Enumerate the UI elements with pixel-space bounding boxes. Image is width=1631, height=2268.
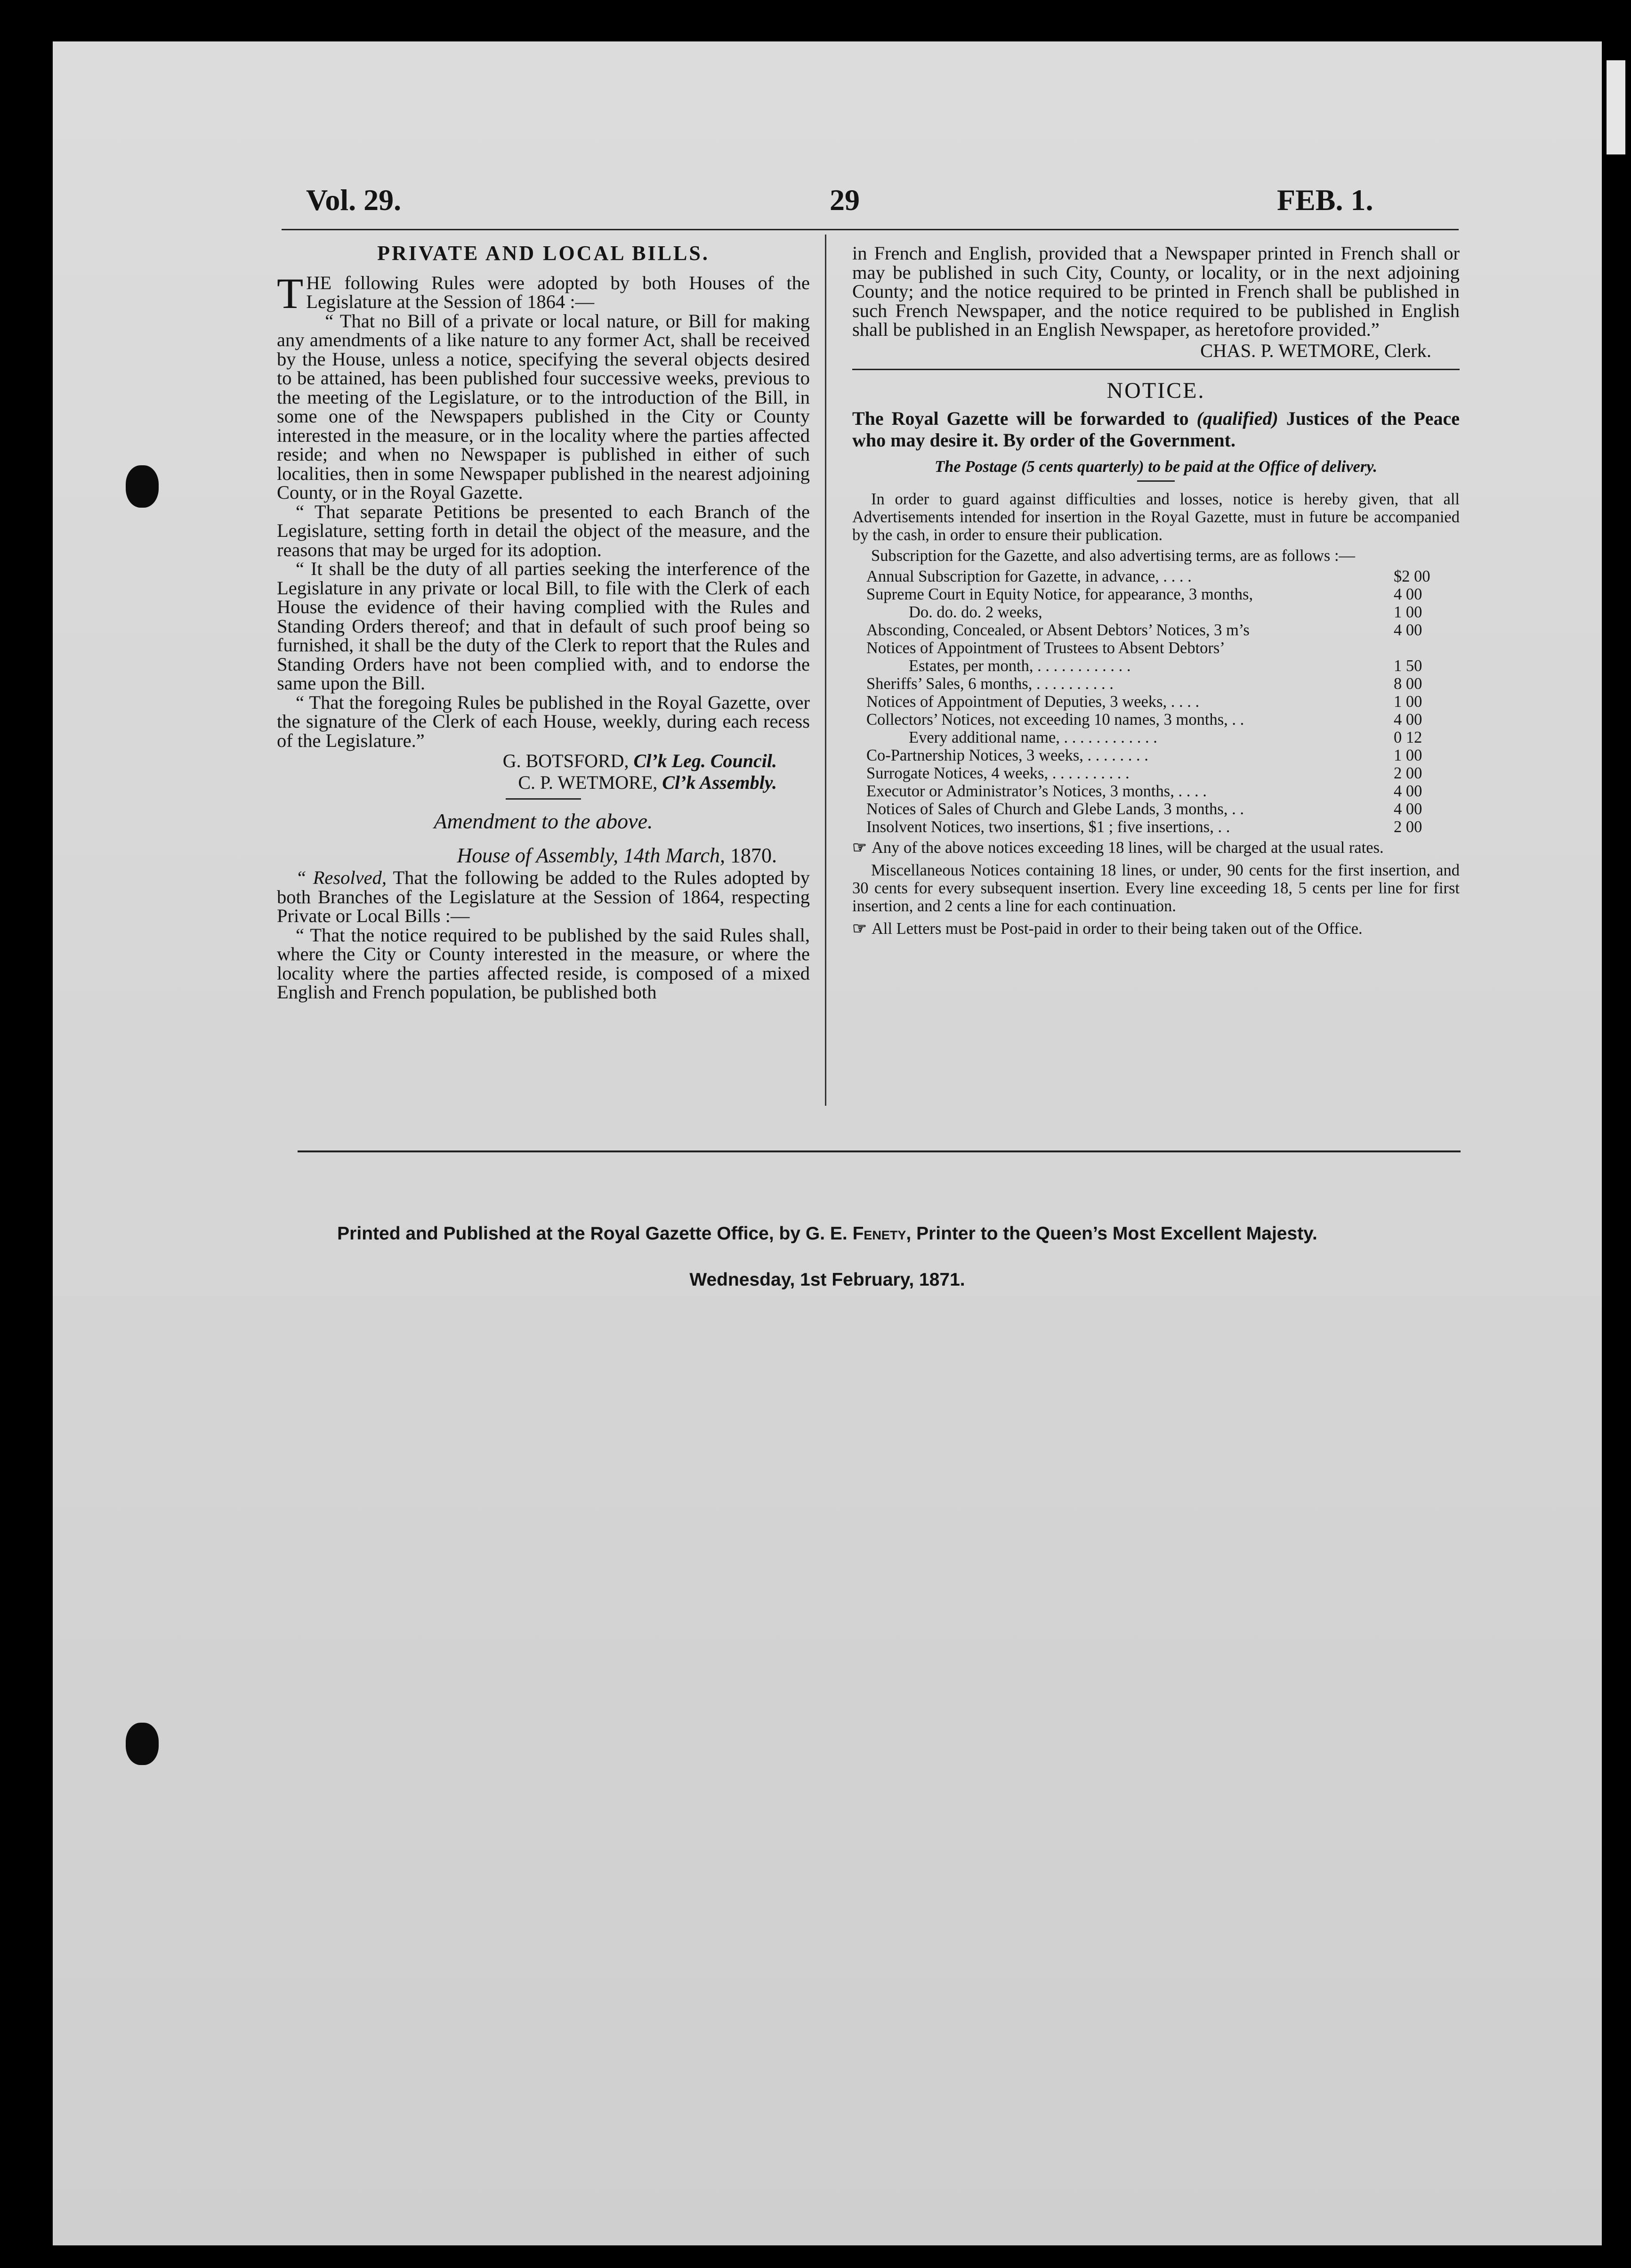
- resolved-paragraph: “ Resolved, That the following be added to the Rules adopted by both Branches of the Legislature at the Session of 1864, respecting Private or Local Bills :—: [277, 867, 810, 926]
- rate-row: Sheriffs’ Sales, 6 months, . . . . . . . . . . 8 00: [866, 675, 1422, 693]
- header-page-number: 29: [830, 183, 860, 217]
- imprint-line: Printed and Published at the Royal Gazette Office, by G. E. Fenety, Printer to the Queen’s Most Excellent Majesty.: [337, 1223, 1317, 1244]
- signature-wetmore: C. P. WETMORE, Cl’k Assembly.: [518, 772, 777, 793]
- gazette-page: [53, 41, 1602, 2245]
- misc-notices: Miscellaneous Notices containing 18 lines, or under, 90 cents for the first insertion, and 30 cents for every subsequent insertion. Every line exceeding 18, 5 cents per line for first insertion, and 2 cents a line for each continuation.: [852, 861, 1460, 915]
- rate-row: Co-Partnership Notices, 3 weeks, . . . . . . . . 1 00: [866, 746, 1422, 764]
- header-volume: Vol. 29.: [306, 183, 402, 217]
- notice-short-rule: [1137, 480, 1175, 482]
- column-divider: [825, 235, 826, 1106]
- notice-rule-paragraph: “ That the notice required to be published by the said Rules shall, where the City or County interested in the measure, or where the locality where the parties affected reside, is composed of a mixed English and French population, be published both: [277, 924, 810, 1003]
- guard-paragraph: In order to guard against difficulties and losses, notice is hereby given, that all Advertisements intended for insertion in the Royal Gazette, must in future be accompanied by the cash, in order to ensure their publication.: [852, 490, 1460, 544]
- notice-rule: [852, 369, 1460, 370]
- rate-row: Do. do. do. 2 weeks, 1 00: [909, 603, 1422, 621]
- rate-row: Insolvent Notices, two insertions, $1 ; five insertions, . . 2 00: [866, 818, 1422, 836]
- continuation-paragraph: in French and English, provided that a Newspaper printed in French shall or may be published in such City, County, or locality, or in the next adjoining County; and the notice required to be printed in French shall be published in such French Newspaper, and the notice required to be published in English shall be published in an English Newspaper, as heretofore provided.”: [852, 243, 1460, 340]
- header-date: FEB. 1.: [1277, 183, 1373, 217]
- rate-row: Collectors’ Notices, not exceeding 10 names, 3 months, . . 4 00: [866, 711, 1422, 729]
- rule-3: “ It shall be the duty of all parties seeking the interference of the Legislature in any private or local Bill, to file with the Clerk of each House the evidence of their having complied with the Rules and Standing Orders thereof; and that in default of such proof being so furnished, it shall be the duty of the Clerk to report that the Rules and Standing Orders have not been complied with, and to endorse the same upon the Bill.: [277, 558, 810, 694]
- rate-row: Surrogate Notices, 4 weeks, . . . . . . . . . . 2 00: [866, 764, 1422, 782]
- subscription-intro: Subscription for the Gazette, and also advertising terms, are as follows :—: [871, 547, 1356, 565]
- imprint-date: Wednesday, 1st February, 1871.: [689, 1270, 965, 1290]
- charge-note: ☞ Any of the above notices exceeding 18 lines, will be charged at the usual rates.: [852, 839, 1384, 857]
- rule-1: “ That no Bill of a private or local nature, or Bill for making any amendments of a like nature to any former Act, shall be received by the House, unless a notice, specifying the several objects desired to be attained, has been published four successive weeks, previous to the meeting of the Legislature, or to the introduction of the Bill, in some one of the Newspapers published in the City or County interested in the measure, or in the locality where the parties affected reside; and when no Newspaper is published in either of such localities, then in some Newspaper published in the nearest adjoining County, or in the Royal Gazette.: [277, 310, 810, 503]
- amendment-dateline: House of Assembly, 14th March, 1870.: [457, 844, 777, 867]
- header-rule: [282, 229, 1459, 230]
- pointing-hand-icon: ☞: [852, 839, 867, 857]
- intro-paragraph: [277, 269, 810, 317]
- amendment-title: Amendment to the above.: [434, 809, 653, 833]
- rate-row: Notices of Appointment of Trustees to Absent Debtors’: [866, 639, 1225, 657]
- rate-row: Executor or Administrator’s Notices, 3 months, . . . . 4 00: [866, 782, 1422, 800]
- right-column: [852, 244, 1460, 938]
- pointing-hand-icon: ☞: [852, 920, 867, 938]
- rate-row: Every additional name, . . . . . . . . . . . . 0 12: [909, 729, 1422, 746]
- clerk-signature: CHAS. P. WETMORE, Clerk.: [1200, 340, 1431, 361]
- rate-row: Supreme Court in Equity Notice, for appearance, 3 months, 4 00: [866, 585, 1422, 603]
- rule-4: “ That the foregoing Rules be published in the Royal Gazette, over the signature of the Clerk of each House, weekly, during each recess of the Legislature.”: [277, 691, 810, 751]
- signature-botsford: G. BOTSFORD, Cl’k Leg. Council.: [502, 750, 777, 771]
- punch-hole-top: [126, 465, 159, 508]
- intro-text: HE following Rules were adopted by both Houses of the Legislature at the Session of 1864 :—: [306, 272, 810, 312]
- paper-edge-tab: [1607, 60, 1625, 154]
- section-title: PRIVATE AND LOCAL BILLS.: [377, 242, 710, 265]
- rate-row: Annual Subscription for Gazette, in advance, . . . . $2 00: [866, 567, 1430, 585]
- rule-2: “ That separate Petitions be presented to each Branch of the Legislature, setting forth in detail the object of the measure, and the reasons that may be urged for its adoption.: [277, 501, 810, 560]
- drop-cap: T: [277, 269, 304, 317]
- rates-table: [852, 567, 1460, 836]
- rate-row: Estates, per month, . . . . . . . . . . . . 1 50: [909, 657, 1422, 675]
- letters-note: ☞ All Letters must be Post-paid in order to their being taken out of the Office.: [852, 920, 1363, 938]
- bottom-rule: [298, 1150, 1461, 1152]
- postage-note: The Postage (5 cents quarterly) to be paid at the Office of delivery.: [935, 458, 1377, 476]
- rate-row: Notices of Appointment of Deputies, 3 weeks, . . . . 1 00: [866, 693, 1422, 711]
- rate-row: Absconding, Concealed, or Absent Debtors’ Notices, 3 m’s 4 00: [866, 621, 1422, 639]
- punch-hole-bottom: [126, 1723, 159, 1765]
- notice-text: The Royal Gazette will be forwarded to (qualified) Justices of the Peace who may desire it. By order of the Government.: [852, 408, 1460, 451]
- rate-row: Notices of Sales of Church and Glebe Lands, 3 months, . . 4 00: [866, 800, 1422, 818]
- short-rule: [506, 798, 581, 800]
- notice-title: NOTICE.: [1106, 378, 1205, 403]
- left-column: [277, 244, 810, 1002]
